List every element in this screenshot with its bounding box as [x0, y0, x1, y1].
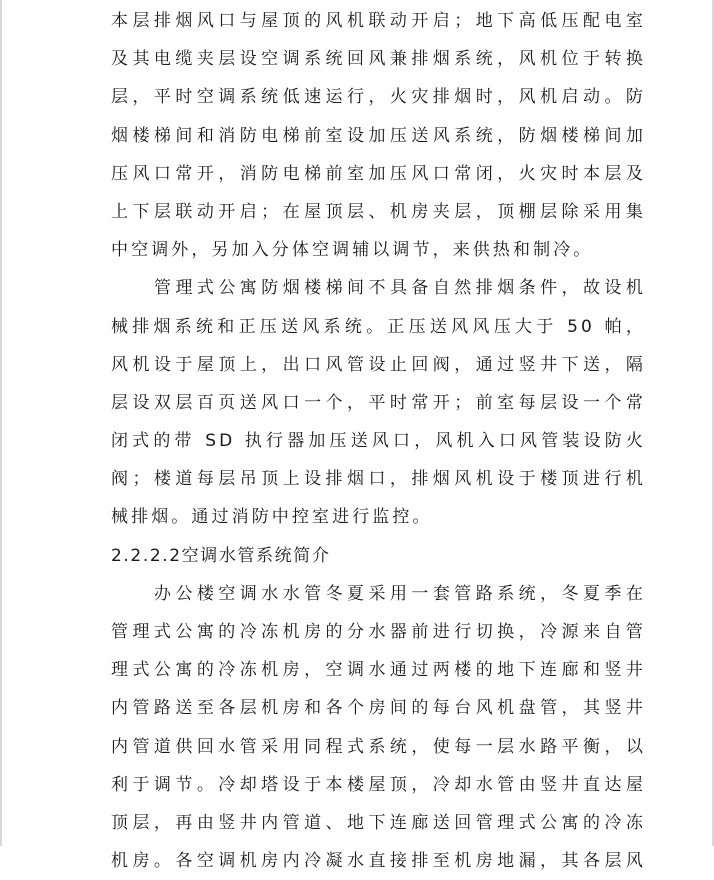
text-line: 办公楼空调水水管冬夏采用一套管路系统，冬夏季在 — [154, 583, 646, 604]
text-line: 利于调节。冷却塔设于本楼屋顶，冷却水管由竖井直达屋 — [111, 774, 646, 795]
text-line: 风机设于屋顶上，出口风管设止回阀，通过竖井下送，隔 — [111, 354, 646, 375]
document-body — [111, 2, 646, 872]
text-line: 烟楼梯间和消防电梯前室设加压送风系统，防烟楼梯间加 — [111, 125, 646, 146]
text-line: 闭式的带 SD 执行器加压送风口，风机入口风管装设防火 — [111, 431, 646, 452]
text-line: 中空调外，另加入分体空调辅以调节，来供热和制冷。 — [111, 240, 594, 261]
paragraph-apartment-smoke-control — [111, 269, 646, 536]
text-line: 层设双层百页送风口一个，平时常开；前室每层设一个常 — [111, 392, 646, 413]
text-line: 理式公寓的冷冻机房，空调水通过两楼的地下连廊和竖井 — [111, 660, 646, 681]
text-line: 压风口常开，消防电梯前室加压风口常闭，火灾时本层及 — [111, 163, 646, 184]
section-heading: 2.2.2.2空调水管系统简介 — [111, 545, 331, 566]
paragraph-smoke-exhaust-continued — [111, 2, 646, 269]
text-line: 阀；楼道每层吊顶上设排烟口，排烟风机设于楼顶进行机 — [111, 469, 646, 490]
text-line: 管理式公寓防烟楼梯间不具备自然排烟条件，故设机 — [154, 278, 646, 299]
page-left-edge — [0, 0, 2, 846]
text-line: 械排烟。通过消防中控室进行监控。 — [111, 507, 433, 528]
text-line: 内管路送至各层机房和各个房间的每台风机盘管，其竖井 — [111, 698, 646, 719]
text-line: 机房。各空调机房内冷凝水直接排至机房地漏，其各层风 — [111, 851, 646, 872]
text-line: 内管道供回水管采用同程式系统，使每一层水路平衡，以 — [111, 736, 646, 757]
text-line: 顶层，再由竖井内管道、地下连廊送回管理式公寓的冷冻 — [111, 812, 646, 833]
text-line: 及其电缆夹层设空调系统回风兼排烟系统，风机位于转换 — [111, 49, 646, 70]
text-line: 上下层联动开启；在屋顶层、机房夹层，顶棚层除采用集 — [111, 201, 646, 222]
text-line: 本层排烟风口与屋顶的风机联动开启；地下高低压配电室 — [111, 11, 646, 31]
text-line: 管理式公寓的冷冻机房的分水器前进行切换，冷源来自管 — [111, 622, 646, 642]
text-line: 械排烟系统和正压送风系统。正压送风风压大于 50 帕， — [111, 316, 646, 337]
paragraph-ac-water-pipes — [111, 575, 646, 880]
text-line: 层，平时空调系统低速运行，火灾排烟时，风机启动。防 — [111, 87, 646, 108]
